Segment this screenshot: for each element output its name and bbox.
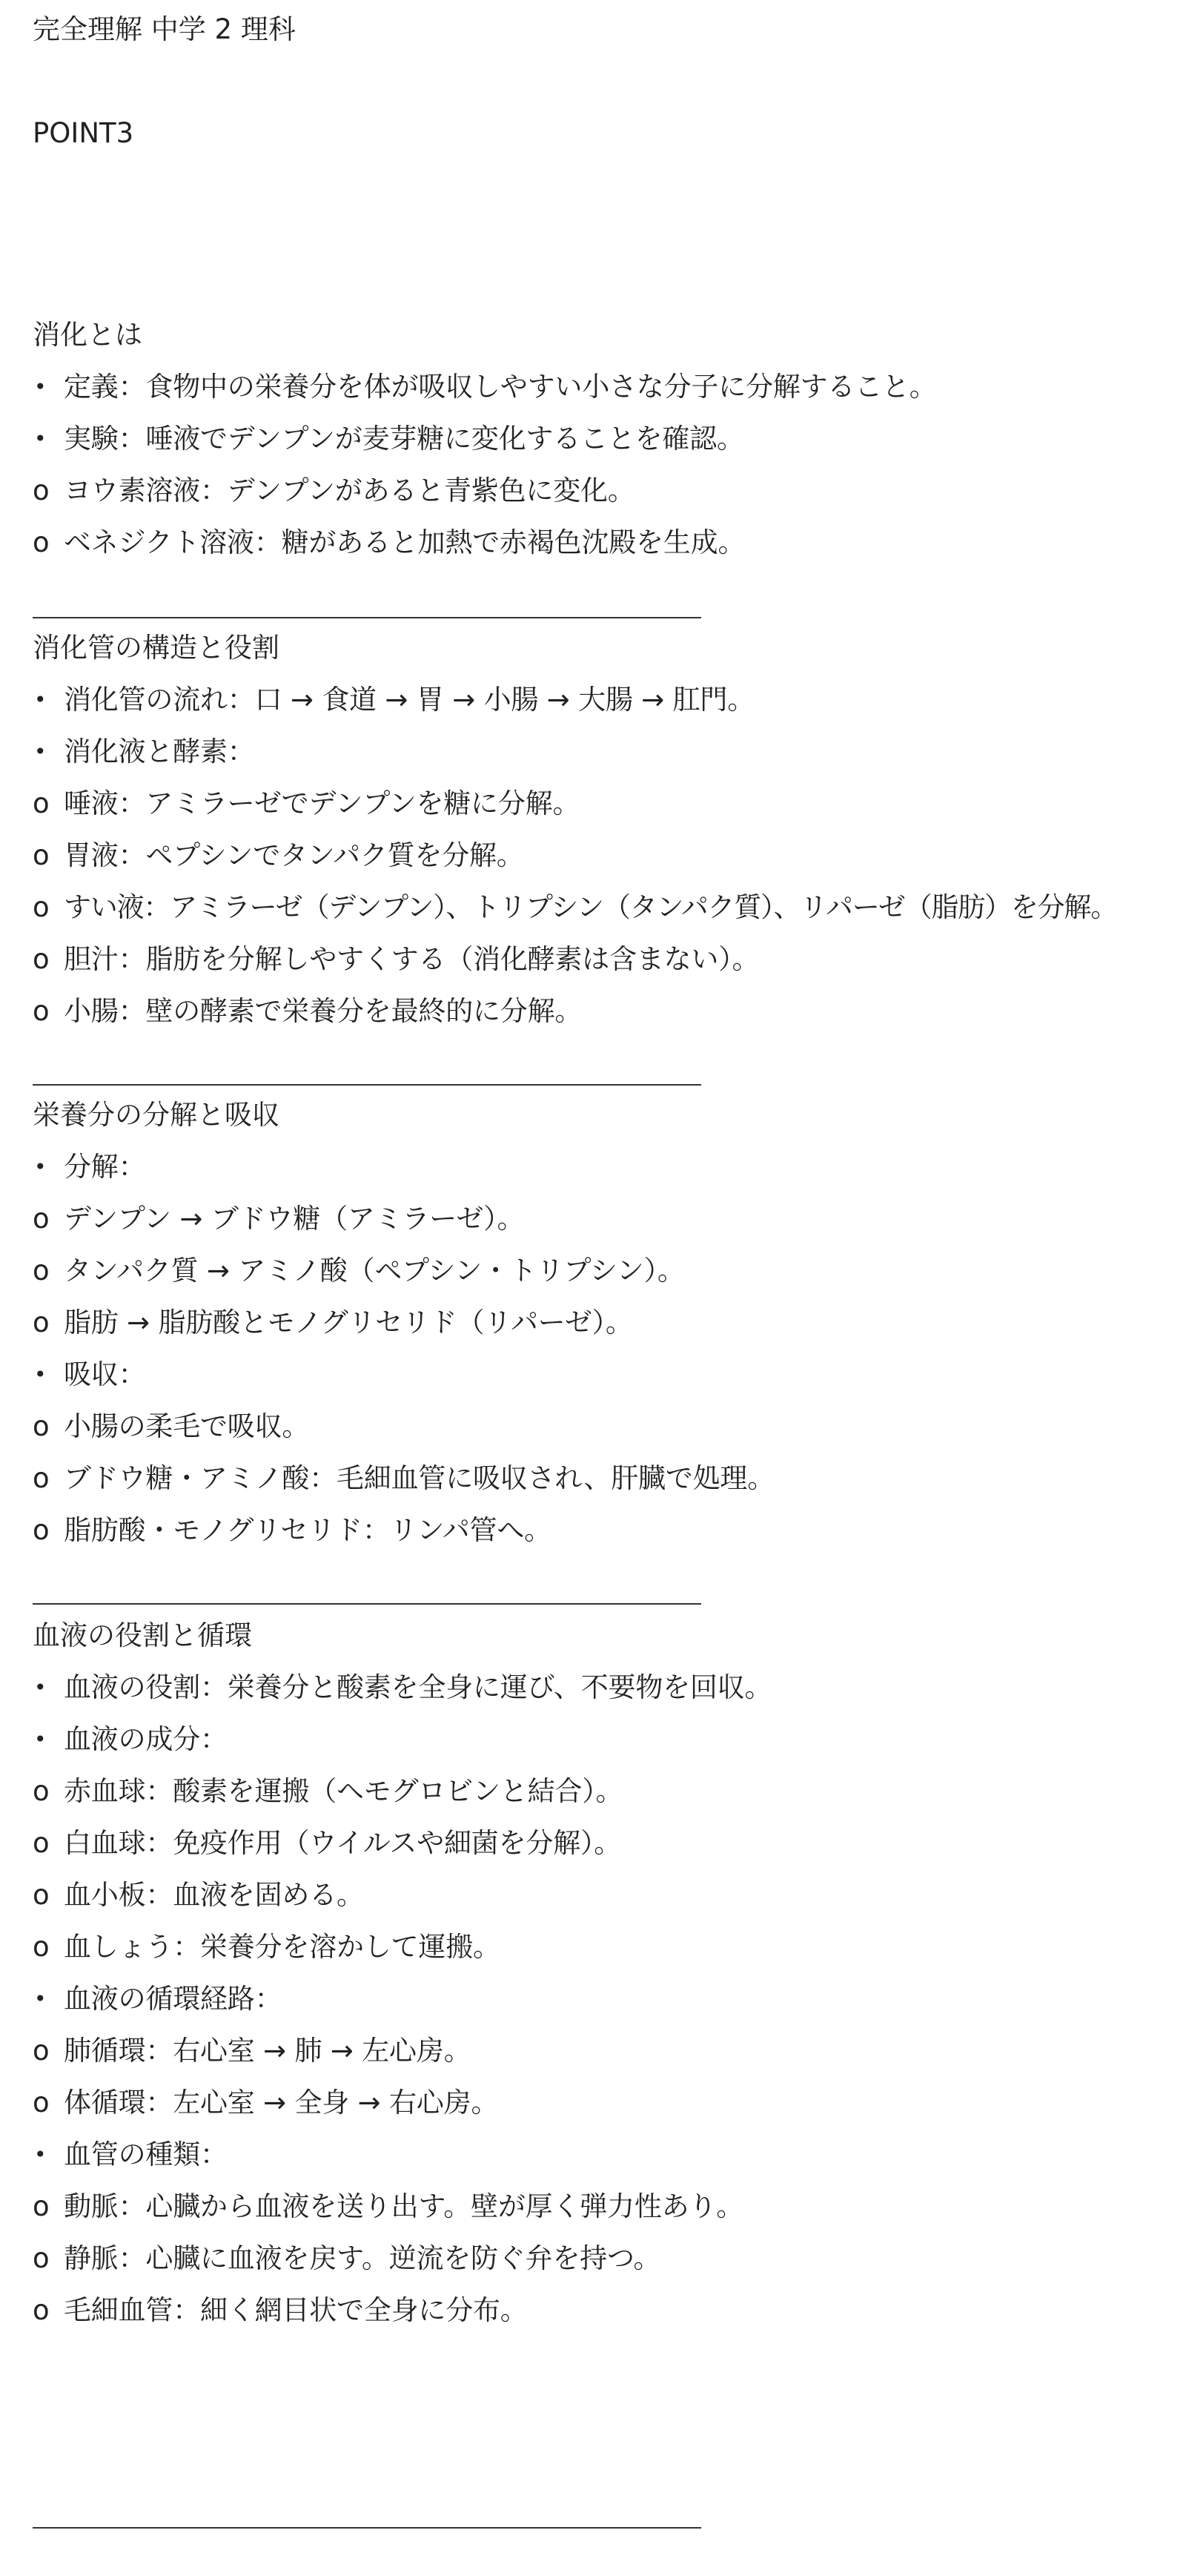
bullet-marker: • [34,1155,47,1179]
sub-marker: o [33,995,50,1027]
list-item [33,1772,1174,1824]
list-item-text: 胆汁：脂肪を分解しやすくする（消化酵素は含まない）。 [64,943,760,975]
sub-marker: o [33,475,50,506]
list-item [33,2187,1174,2239]
list-item-text: 血液の役割：栄養分と酸素を全身に運び、不要物を回収。 [64,1671,772,1703]
bullet-marker: • [34,426,47,451]
list-item [33,1252,1174,1304]
list-item [33,836,1174,888]
list-item [33,1355,1174,1407]
list-item-text: ヨウ素溶液：デンプンがあると青紫色に変化。 [64,475,635,506]
list-item [33,940,1174,992]
list-item [33,785,1174,836]
document-title: 完全理解 中学 2 理科 [33,13,296,45]
list-item-text: 実験：唾液でデンプンが麦芽糖に変化することを確認。 [64,423,744,455]
list-item-text: 脂肪酸・モノグリセリド：リンパ管へ。 [64,1514,551,1546]
sub-marker: o [33,1462,50,1494]
list-item [33,2239,1174,2291]
list-item [33,1200,1174,1252]
bullet-marker: • [34,1987,47,2011]
list-item-text: 血液の循環経路： [64,1983,282,2015]
list-item [33,888,1174,940]
list-item-text: タンパク質 → アミノ酸（ペプシン・トリプシン）。 [64,1255,685,1287]
list-item [33,1876,1174,1928]
list-item-text: デンプン → ブドウ糖（アミラーゼ）。 [64,1203,525,1235]
section-absorption [33,1096,1174,1563]
sub-marker: o [33,1827,50,1859]
list-item-text: 血小板：血液を固める。 [64,1879,364,1911]
sub-marker: o [33,2242,50,2274]
sub-marker: o [33,1255,50,1287]
list-item-text: 毛細血管：細く網目状で全身に分布。 [64,2294,528,2326]
list-item [33,1980,1174,2032]
list-item [33,472,1174,524]
list-item-text: 肺循環：右心室 → 肺 → 左心房。 [64,2035,471,2067]
list-item [33,1148,1174,1200]
list-item [33,1668,1174,1720]
list-item-text: 脂肪 → 脂肪酸とモノグリセリド（リパーゼ）。 [64,1307,633,1338]
section-divider [33,1603,701,1605]
sub-marker: o [33,1879,50,1911]
section-divider [33,2527,701,2529]
list-item-text: 小腸：壁の酵素で栄養分を最終的に分解。 [64,995,583,1027]
list-item-text: 動脈：心臓から血液を送り出す。壁が厚く弾力性あり。 [64,2190,744,2222]
list-item [33,524,1174,575]
list-item [33,1304,1174,1355]
sub-marker: o [33,1931,50,1963]
list-item [33,733,1174,785]
list-item-text: ベネジクト溶液：糖があると加熱で赤褐色沈殿を生成。 [64,526,746,558]
list-item [33,1928,1174,1980]
list-item-text: 赤血球：酸素を運搬（ヘモグロビンと結合）。 [64,1775,623,1807]
list-item-text: 体循環：左心室 → 全身 → 右心房。 [64,2087,499,2118]
sub-marker: o [33,839,50,871]
bullet-marker: • [34,1727,47,1751]
list-item-text: 消化液と酵素： [64,736,255,767]
list-item-text: 小腸の柔毛で吸収。 [64,1410,310,1442]
bullet-marker: • [34,1362,47,1387]
sub-marker: o [33,943,50,975]
section-blood [33,1616,1174,2343]
point-label: POINT3 [33,117,134,149]
list-item-text: 血しょう：栄養分を溶かして運搬。 [64,1931,500,1963]
list-item [33,1407,1174,1459]
list-item-text: 白血球：免疫作用（ウイルスや細菌を分解）。 [64,1827,622,1859]
list-item [33,368,1174,420]
list-item [33,2291,1174,2343]
sub-marker: o [33,2035,50,2067]
bullet-marker: • [34,1675,47,1700]
section-digestion [33,316,1174,575]
sub-marker: o [33,1307,50,1338]
bullet-marker: • [34,374,47,399]
list-item [33,681,1174,733]
list-item-text: 静脈：心臓に血液を戻す。逆流を防ぐ弁を持つ。 [64,2242,661,2274]
sub-marker: o [33,2190,50,2222]
list-item [33,2032,1174,2084]
list-item-text: 分解： [64,1151,146,1183]
list-item-text: 消化管の流れ：口 → 食道 → 胃 → 小腸 → 大腸 → 肛門。 [64,684,755,716]
list-item-text: 血管の種類： [64,2139,228,2170]
bullet-marker: • [34,687,47,712]
sub-marker: o [33,1775,50,1807]
list-item [33,1824,1174,1876]
list-item-text: 定義：食物中の栄養分を体が吸収しやすい小さな分子に分解すること。 [64,371,937,403]
list-item [33,1511,1174,1563]
sub-marker: o [33,891,50,923]
list-item [33,1459,1174,1511]
list-item [33,992,1174,1044]
list-item [33,2136,1174,2187]
list-item [33,1720,1174,1772]
list-item-text: 胃液：ペプシンでタンパク質を分解。 [64,839,524,871]
section-heading: 消化とは [33,319,142,351]
bullet-marker: • [34,2142,47,2167]
section-divider [33,1084,701,1086]
section-digestive-tract [33,629,1174,1044]
section-heading: 消化管の構造と役割 [33,632,279,664]
sub-marker: o [33,526,50,558]
list-item-text: すい液：アミラーゼ（デンプン）、トリプシン（タンパク質）、リパーゼ（脂肪）を分解。 [64,891,1117,923]
sub-marker: o [33,1203,50,1235]
list-item-text: 吸収： [64,1358,146,1390]
section-divider [33,617,701,618]
sub-marker: o [33,2087,50,2118]
sub-marker: o [33,787,50,819]
bullet-marker: • [34,739,47,764]
list-item-text: 唾液：アミラーゼでデンプンを糖に分解。 [64,787,580,819]
list-item-text: 血液の成分： [64,1723,228,1755]
section-heading: 血液の役割と循環 [33,1619,252,1651]
list-item [33,420,1174,472]
list-item [33,2084,1174,2136]
sub-marker: o [33,2294,50,2326]
sub-marker: o [33,1410,50,1442]
list-item-text: ブドウ糖・アミノ酸：毛細血管に吸収され、肝臓で処理。 [64,1462,775,1494]
sub-marker: o [33,1514,50,1546]
section-heading: 栄養分の分解と吸収 [33,1099,279,1131]
